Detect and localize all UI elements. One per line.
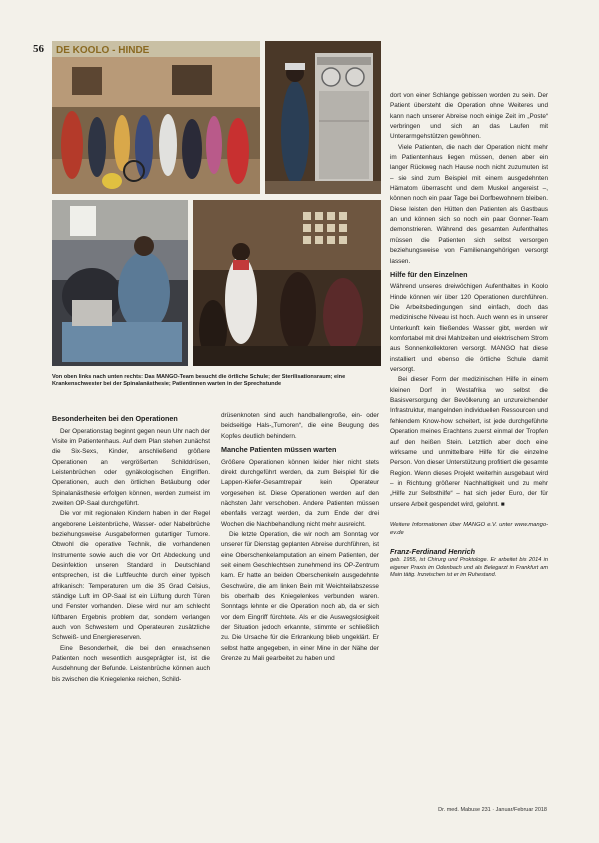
info-note: Weitere Informationen über MANGO e.V. unter www.mango-ev.de xyxy=(390,521,548,536)
author-bio: geb. 1955, ist Chirurg und Proktologe. Er arbeitet bis 2014 in eigener Praxis im Odenbach und als Belegarzt in Frankfurt am Main tätig. Inzwischen ist er im Ruhestand. xyxy=(390,557,548,579)
text-column-1 xyxy=(52,411,210,685)
page-number: 56 xyxy=(33,43,44,55)
text-column-2 xyxy=(221,411,379,664)
text-column-3 xyxy=(390,91,548,580)
paragraph: Der Operationstag beginnt gegen neun Uhr nach der Visite im Patientenhaus. Auf dem Plan stehen zunächst die Six-Sexs, Kinder, anschließend größere Operationen an vergrößerten Schilddrüsen, Leistenbrüchen oder gynäkologischen Eingriffen. Operationen, auch den örtlichen Betäubung oder Spinalanästhesie erfolgen können, werden zumeist im zweiten OP-Saal durchgeführt. xyxy=(52,427,210,507)
paragraph: Die vor mit regionalen Kindern haben in der Regel angeborene Leistenbrüche, Wasser- oder Nabelbrüche beziehungsweise Ausgabeformen gutartiger Tumore. Obwohl die operative Technik, die vorhandenen Instrumente sowie auch die vor Ort Abdeckung und Desinfektion unseren Standard in Deutschland entsprechen, ist die Luftfeuchte durch einer typisch afrikanisch: Temperaturen um die 35 Grad Celsius, ständige Luft im OP-Saal ist ein Lüftung durch Türen und Fenster vorhanden. Diese wird nur am schlecht lüftbaren Ergebnis problem dar, sondern verlangen auch von Schwestern und Operateuren zusätzliche Schweiß- und Energiereserven. xyxy=(52,510,210,642)
paragraph: Viele Patienten, die nach der Operation nicht mehr im Patientenhaus liegen müssen, denen aber ein langer Rückweg nach Hause noch nicht zuzumuten ist – sie sind zum Beispiel mit einem ausgedehnten Hämatom überrascht und dem Muskel angereist –, können noch ein paar Tage bei Dorfbewohnern bleiben. Diese leisten den Hütten den Patienten als Gastbaus an und können sich so noch ein paar Gonner-Team demonstrieren. Während des gesamten Aufenthaltes müssen die Patienten sich selbst versorgen beziehungsweise von Familienangehörigen versorgt lassen. xyxy=(390,143,548,265)
section-heading: Besonderheiten bei den Operationen xyxy=(52,414,178,423)
paragraph: Während unseres dreiwöchigen Aufenthaltes in Koolo Hinde können wir über 120 Operationen durchführen. Die Arbeitsbedingungen sind einfach, doch das medizinische Niveau ist hoch. Auch wenn es in unserer Unterkunft kein fließendes Wasser gibt, werden wir komfortabel mit drei Mahlzeiten und elektrischem Strom aus Sonnenkollektoren versorgt. MANGO hat diese installiert und ebenso die örtliche Schule damit versorgt. xyxy=(390,283,548,374)
section-heading: Manche Patienten müssen warten xyxy=(221,445,337,455)
photo-spinal-anesthesia xyxy=(52,200,188,366)
paragraph: dort von einer Schlange gebissen worden zu sein. Der Patient übersteht die Operation ohne Weiteres und kann nach unserer Abreise noch einige Zeit im „Poste“ verbringen und sich an das Laufen mit Unterarmgehstützen gewöhnen. xyxy=(390,92,548,141)
photo-school-visit xyxy=(52,41,260,194)
paragraph: Größere Operationen können leider hier nicht stets direkt durchgeführt werden, da zum Beispiel für die Lappen-Kiefer-Gesamtrepair kein Operateur vorgesehen ist. Diese Operationen werden auf den nächsten Jahr verschoben. Andere Patienten müssen ebenfalls verzagt werden, da zum Ende der drei Wochen die Nachbehandlung nicht mehr ausreicht. xyxy=(221,458,379,528)
photo-caption: Von oben links nach unten rechts: Das MANGO-Team besucht die örtliche Schule; der Sterilisationsraum; eine Krankenschwester bei der Spinalanästhesie; Patientinnen warten in der Sprechstunde xyxy=(52,374,346,388)
paragraph: drüsenknoten sind auch handballengroße, ein- oder beidseitige Hals-„Tumoren“, die eine Beugung des Kopfes deutlich behindern. xyxy=(221,412,379,440)
photo-sign-text: DE KOOLO - HINDE xyxy=(56,45,150,56)
paragraph: Eine Besonderheit, die bei den erwachsenen Patienten noch wesentlich ausgeprägter ist, ist die Ausdehnung der Befunde. Leistenbrüche können auch bis zwischen die Kniegelenke reichen, Schild- xyxy=(52,644,210,683)
paragraph: Die letzte Operation, die wir noch am Sonntag vor unserer für Dienstag geplanten Abreise durchführen, ist eine Oberschenkelamputation an einem Patienten, der seit einem Geschlechtsen zunehmend ins OP-Zentrum kam. Er hatte an beiden Oberschenkeln ausgedehnte Geschwüre, die am linken Bein mit Weichteilabszesse bis oberhalb des Kniegelenkes verbunden waren. Sonntags lehnte er die Operation noch ab, da er sich vor dem Eingriff fürchtete. Als er die Auswegslosigkeit der Situation jedoch erkannte, stimmte er schließlich zu. Die Ursache für die Erkrankung blieb ungeklärt. Er selbst hatte angegeben, in einer Mine in der Nähe der Grenze zu Mali gearbeitet zu haben und xyxy=(221,530,379,663)
photo-waiting-patients xyxy=(193,200,381,366)
section-heading: Hilfe für den Einzelnen xyxy=(390,269,468,279)
page-footer: Dr. med. Mabuse 231 · Januar/Februar 2018 xyxy=(438,807,547,813)
author-name: Franz-Ferdinand Henrich xyxy=(390,547,476,557)
photo-sterilization-room xyxy=(265,41,381,194)
paragraph: Bei dieser Form der medizinischen Hilfe in einem kleinen Dorf in Westafrika wo selbst die Basisversorgung der Bevölkerung an unzureichender Infrastruktur, mangelnden individuellen Ressourcen und fehlendem Know-how scheitert, ist jede durchgeführte Operation meines Erachtens zuerst einmal der Tropfen auf den heißen Stein. Letztlich aber doch eine wirksame und unmittelbare Hilfe für die einzelne Person. Von dieser Unterstützung profitiert die gesamte Region. Wenn dieses Projekt weiterhin ausgebaut wird – in Richtung größerer Nachhaltigkeit und zu mehr „Hilfe zur Selbsthilfe“ – hat sich jeder Euro, der für unsere Arbeit gespendet wird, gelohnt. ■ xyxy=(390,376,548,508)
